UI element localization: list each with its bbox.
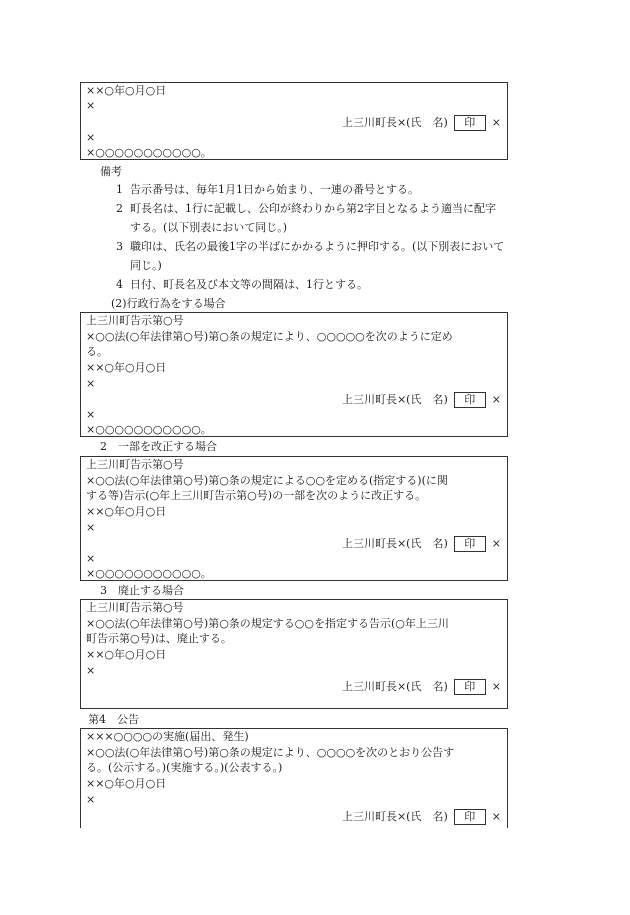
notice-form-box-1 bbox=[80, 82, 508, 160]
remark-item bbox=[116, 275, 506, 294]
notice-title: 上三川町告示第○号 bbox=[86, 314, 184, 327]
notice-form-box-4 bbox=[80, 599, 508, 709]
date-line: ××○年○月○日 bbox=[86, 648, 167, 661]
remark-text: 日付、町長名及び本文等の間隔は、1行とする。 bbox=[130, 278, 368, 291]
signature-line bbox=[342, 115, 501, 131]
section-heading: 2 一部を改正する場合 bbox=[100, 440, 217, 453]
notice-form-box-2 bbox=[80, 312, 508, 437]
body-line: る。 bbox=[86, 345, 108, 358]
seal-box: 印 bbox=[454, 536, 486, 552]
signature-line bbox=[342, 536, 501, 552]
blank-mark: × bbox=[86, 552, 96, 565]
blank-mark: × bbox=[86, 377, 96, 390]
body-line: ×○○○○○○○○○○○。 bbox=[86, 423, 212, 436]
remark-number: 1 bbox=[116, 183, 123, 196]
blank-mark: × bbox=[86, 99, 96, 112]
remark-number: 2 bbox=[116, 202, 123, 215]
seal-box: 印 bbox=[454, 392, 486, 408]
notice-title: 上三川町告示第○号 bbox=[86, 458, 184, 471]
body-line: 町告示第○号)は、廃止する。 bbox=[86, 632, 232, 645]
date-line: ××○年○月○日 bbox=[86, 361, 167, 374]
body-line: ×○○法(○年法律第○号)第○条の規定による○○を定める(指定する)(に関 bbox=[86, 474, 448, 487]
seal-box: 印 bbox=[454, 679, 486, 695]
mayor-name: 上三川町長×(氏 名) bbox=[341, 680, 448, 693]
notice-title: ×××○○○○の実施(届出、発生) bbox=[86, 730, 249, 743]
remark-item bbox=[116, 237, 506, 275]
remark-number: 3 bbox=[116, 240, 123, 253]
blank-mark: × bbox=[86, 793, 96, 806]
body-line: する等)告示(○年上三川町告示第○号)の一部を次のように改正する。 bbox=[86, 489, 427, 502]
remark-text: 職印は、氏名の最後1字の半ばにかかるように押印する。(以下別表において同じ。) bbox=[130, 240, 505, 272]
blank-mark: × bbox=[491, 537, 501, 550]
body-line: ×○○法(○年法律第○号)第○条の規定により、○○○○を次のとおり公告す bbox=[86, 746, 455, 759]
remark-number: 4 bbox=[116, 278, 123, 291]
remarks-heading: 備考 bbox=[100, 165, 122, 178]
seal-box: 印 bbox=[454, 115, 486, 131]
body-line: ×○○○○○○○○○○○。 bbox=[86, 567, 212, 580]
blank-mark: × bbox=[86, 521, 96, 534]
date-line: ××○年○月○日 bbox=[86, 84, 167, 97]
body-line: ×○○法(○年法律第○号)第○条の規定する○○を指定する告示(○年上三川 bbox=[86, 617, 449, 630]
date-line: ××○年○月○日 bbox=[86, 505, 167, 518]
body-line: る。(公示する。)(実施する。)(公表する。) bbox=[86, 761, 283, 774]
mayor-name: 上三川町長×(氏 名) bbox=[341, 810, 448, 823]
mayor-name: 上三川町長×(氏 名) bbox=[341, 116, 448, 129]
signature-line bbox=[342, 679, 501, 695]
section-heading: (2)行政行為をする場合 bbox=[111, 297, 226, 310]
signature-line bbox=[342, 809, 501, 825]
remark-item bbox=[116, 199, 506, 237]
notice-form-box-5 bbox=[80, 728, 508, 828]
signature-line bbox=[342, 392, 501, 408]
notice-form-box-3 bbox=[80, 456, 508, 581]
date-line: ××○年○月○日 bbox=[86, 777, 167, 790]
blank-mark: × bbox=[491, 810, 501, 823]
body-line: ×○○法(○年法律第○号)第○条の規定により、○○○○○を次のように定め bbox=[86, 330, 453, 343]
mayor-name: 上三川町長×(氏 名) bbox=[341, 537, 448, 550]
remark-text: 告示番号は、毎年1月1日から始まり、一連の番号とする。 bbox=[130, 183, 419, 196]
blank-mark: × bbox=[86, 131, 96, 144]
blank-mark: × bbox=[86, 664, 96, 677]
blank-mark: × bbox=[86, 408, 96, 421]
blank-mark: × bbox=[491, 393, 501, 406]
blank-mark: × bbox=[491, 116, 501, 129]
section-heading: 第4 公告 bbox=[88, 713, 139, 726]
body-line: ×○○○○○○○○○○○。 bbox=[86, 146, 212, 159]
notice-title: 上三川町告示第○号 bbox=[86, 601, 184, 614]
remark-item bbox=[116, 180, 506, 199]
seal-box: 印 bbox=[454, 809, 486, 825]
remark-text: 町長名は、1行に記載し、公印が終わりから第2字目となるよう適当に配字する。(以下別表において同じ。) bbox=[130, 202, 496, 234]
blank-mark: × bbox=[491, 680, 501, 693]
section-heading: 3 廃止する場合 bbox=[100, 584, 184, 597]
mayor-name: 上三川町長×(氏 名) bbox=[341, 393, 448, 406]
